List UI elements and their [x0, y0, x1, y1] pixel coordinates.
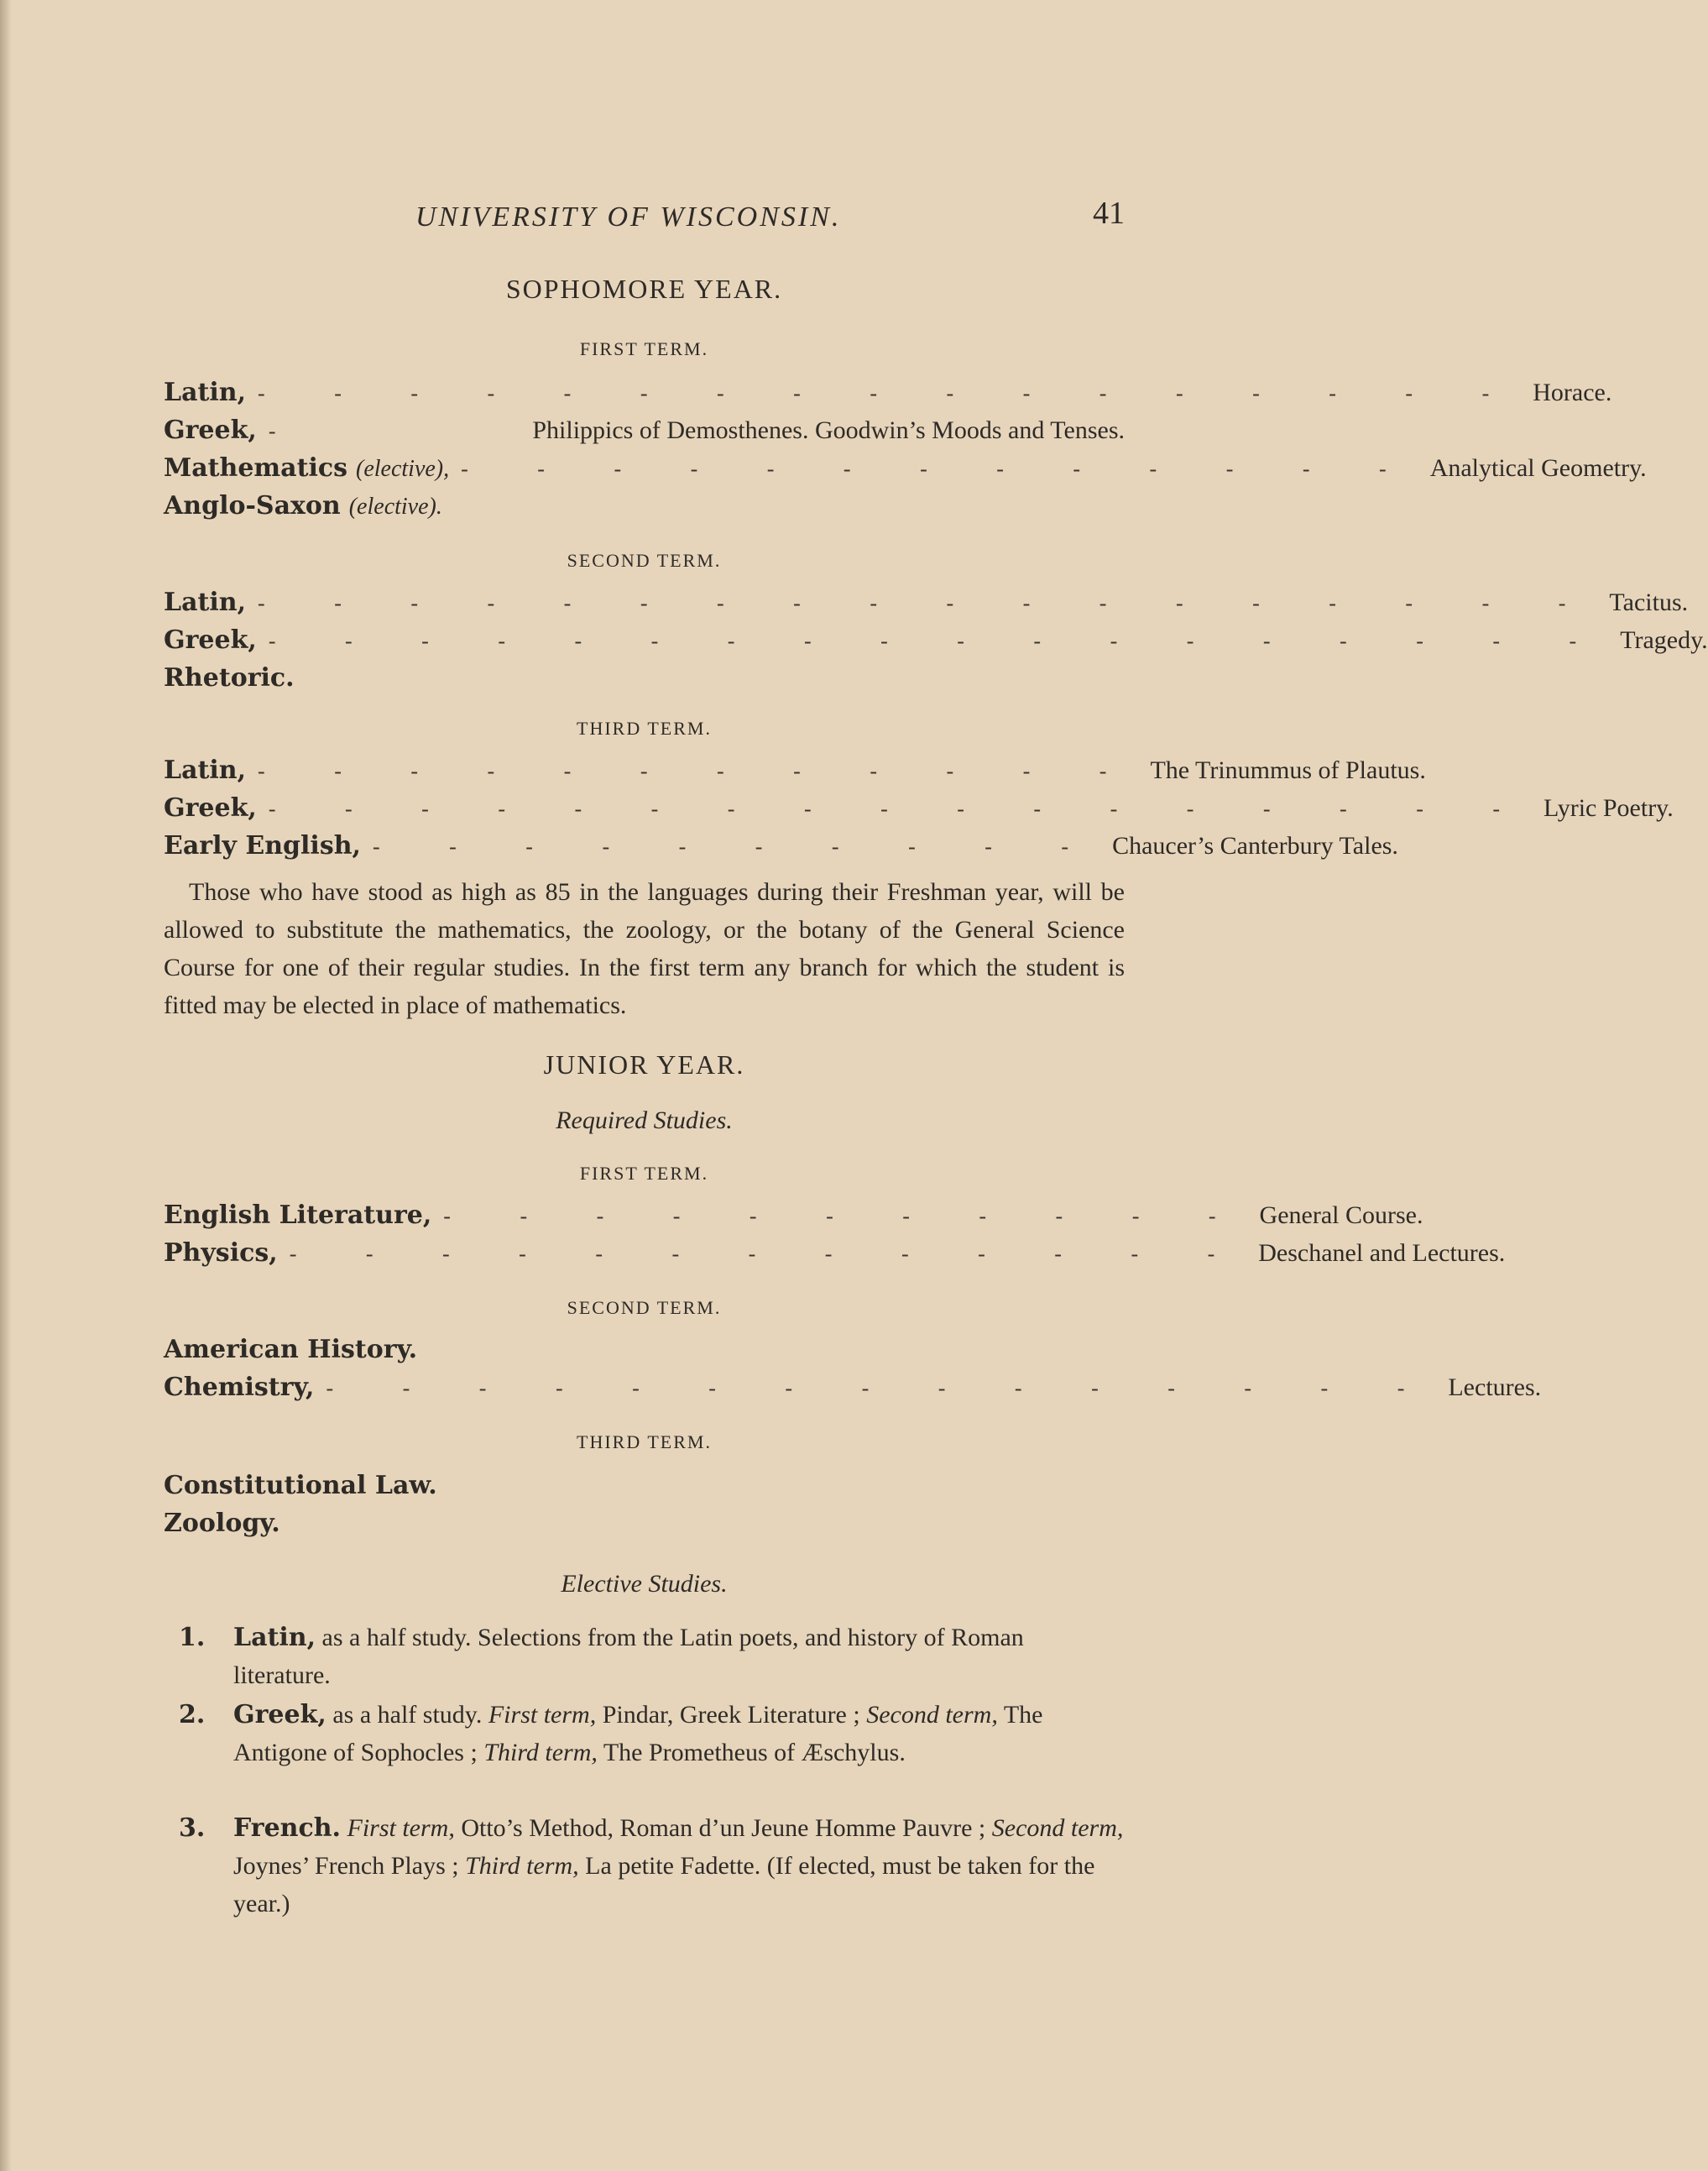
course-detail: Analytical Geometry. — [1429, 454, 1647, 482]
sophomore-first-term-heading: FIRST TERM. — [579, 338, 709, 359]
course-row — [164, 1201, 1423, 1239]
course-subject: Greek, — [164, 416, 257, 445]
course-row — [164, 1335, 1125, 1373]
required-studies-heading: Required Studies. — [556, 1106, 733, 1134]
running-header: UNIVERSITY OF WISCONSIN. — [415, 201, 842, 233]
elective-number: 3. — [179, 1813, 206, 1843]
elective-text — [233, 1696, 1125, 1771]
dot-leader: - - - - - - - - - - - - - - - - - — [268, 797, 1533, 821]
course-detail: Tragedy. — [1620, 626, 1708, 654]
course-subject: Zoology. — [164, 1509, 280, 1538]
course-row — [164, 1509, 1125, 1547]
dot-leader: - - - - - - - - - - - — [443, 1204, 1248, 1228]
course-subject: American History. — [164, 1335, 418, 1364]
elective-description: The Prometheus of Æschylus. — [603, 1739, 906, 1766]
course-subject: Constitutional Law. — [164, 1471, 437, 1500]
sophomore-year-heading: SOPHOMORE YEAR. — [505, 274, 783, 304]
dot-leader: - - - - - - - - - - - - — [258, 759, 1139, 783]
course-row — [164, 793, 1674, 832]
course-subject: English Literature, — [164, 1201, 432, 1230]
course-qualifier: (elective), — [356, 456, 450, 482]
course-subject: Greek, — [164, 793, 257, 823]
dot-leader: - — [268, 419, 308, 443]
elective-item — [179, 1696, 1125, 1771]
page-number: 41 — [1093, 196, 1125, 231]
dot-leader: - - - - - - - - - - - - - - - — [326, 1376, 1437, 1400]
course-detail: The Trinummus of Plautus. — [1150, 756, 1426, 784]
course-subject: Latin, — [164, 588, 247, 617]
elective-studies-heading: Elective Studies. — [561, 1570, 728, 1598]
elective-description: as a half study. Selections from the Latin poets, and history of Roman literature. — [233, 1624, 1024, 1689]
course-detail: Lyric Poetry. — [1543, 794, 1674, 822]
course-row — [164, 1373, 1542, 1411]
course-subject: Rhetoric. — [164, 663, 295, 693]
elective-description: La petite Fadette. (If elected, must be taken for the year.) — [233, 1852, 1095, 1917]
sophomore-second-term-heading: SECOND TERM. — [567, 550, 722, 571]
course-subject: Latin, — [164, 756, 247, 785]
elective-description: The Antigone of Sophocles ; — [233, 1701, 1043, 1766]
course-detail: Lectures. — [1448, 1373, 1542, 1401]
course-detail: Chaucer’s Canterbury Tales. — [1112, 832, 1398, 860]
course-row — [164, 663, 1125, 702]
course-row — [164, 378, 1612, 416]
elective-number: 1. — [179, 1623, 206, 1652]
term-label: First term, — [488, 1701, 597, 1729]
term-label: Second term, — [991, 1814, 1124, 1842]
course-detail: Deschanel and Lectures. — [1258, 1239, 1506, 1267]
elective-item — [179, 1809, 1125, 1923]
dot-leader: - - - - - - - - - - - - - - - - - - — [258, 591, 1598, 615]
junior-third-term-heading: THIRD TERM. — [577, 1431, 712, 1452]
elective-subject: Greek, — [233, 1700, 326, 1729]
dot-leader: - - - - - - - - - - - - - — [461, 457, 1418, 481]
term-label: First term, — [347, 1814, 455, 1842]
course-subject: Greek, — [164, 625, 257, 655]
course-detail: General Course. — [1259, 1201, 1423, 1229]
elective-description: as a half study. — [332, 1701, 483, 1729]
course-row — [164, 588, 1689, 626]
course-detail: Horace. — [1533, 379, 1612, 406]
course-row — [164, 625, 1708, 664]
elective-description: Pindar, Greek Literature ; — [602, 1701, 860, 1729]
course-row — [164, 1238, 1506, 1277]
dot-leader: - - - - - - - - - - - - - — [289, 1242, 1247, 1266]
sophomore-third-term-heading: THIRD TERM. — [577, 718, 712, 739]
course-row — [164, 1471, 1125, 1509]
elective-text — [233, 1619, 1125, 1694]
course-qualifier: (elective). — [348, 494, 442, 520]
substitution-note: Those who have stood as high as 85 in the languages during their Freshman year, will be allowed to substitute the mathematics, the zoology, or the botany of the General Science Course for one of their regular studies. In the first term any branch for which the student is fitted may be elected in place of mathematics. — [164, 878, 1125, 1019]
course-detail: Tacitus. — [1609, 589, 1689, 616]
course-subject: Latin, — [164, 378, 247, 407]
elective-number: 2. — [179, 1700, 206, 1729]
course-subject: Physics, — [164, 1238, 278, 1268]
junior-year-heading: JUNIOR YEAR. — [543, 1049, 745, 1080]
course-row — [164, 756, 1426, 794]
dot-leader: - - - - - - - - - - - - - - - - - — [258, 381, 1522, 405]
course-row — [164, 831, 1398, 870]
term-label: Third term, — [483, 1739, 598, 1766]
junior-first-term-heading: FIRST TERM. — [579, 1163, 709, 1184]
course-row — [164, 416, 1125, 454]
course-subject: Anglo-Saxon — [164, 491, 341, 521]
elective-subject: Latin, — [233, 1623, 316, 1652]
page-edge-shadow — [0, 0, 12, 2171]
course-subject: Chemistry, — [164, 1373, 315, 1402]
course-subject: Early English, — [164, 831, 361, 861]
dot-leader: - - - - - - - - - - — [372, 834, 1101, 859]
elective-subject: French. — [233, 1813, 341, 1843]
term-label: Second term, — [866, 1701, 998, 1729]
course-row — [164, 453, 1647, 492]
junior-second-term-heading: SECOND TERM. — [567, 1297, 722, 1318]
elective-description: Joynes’ French Plays ; — [233, 1852, 459, 1880]
elective-item — [179, 1619, 1125, 1694]
elective-text — [233, 1809, 1125, 1923]
elective-description: Otto’s Method, Roman d’un Jeune Homme Pauvre ; — [461, 1814, 986, 1842]
term-label: Third term, — [465, 1852, 579, 1880]
dot-leader: - - - - - - - - - - - - - - - - - - — [268, 629, 1609, 653]
course-row — [164, 491, 1125, 530]
course-subject: Mathematics — [164, 453, 347, 483]
course-detail: Philippics of Demosthenes. Goodwin’s Moods and Tenses. — [532, 416, 1125, 444]
